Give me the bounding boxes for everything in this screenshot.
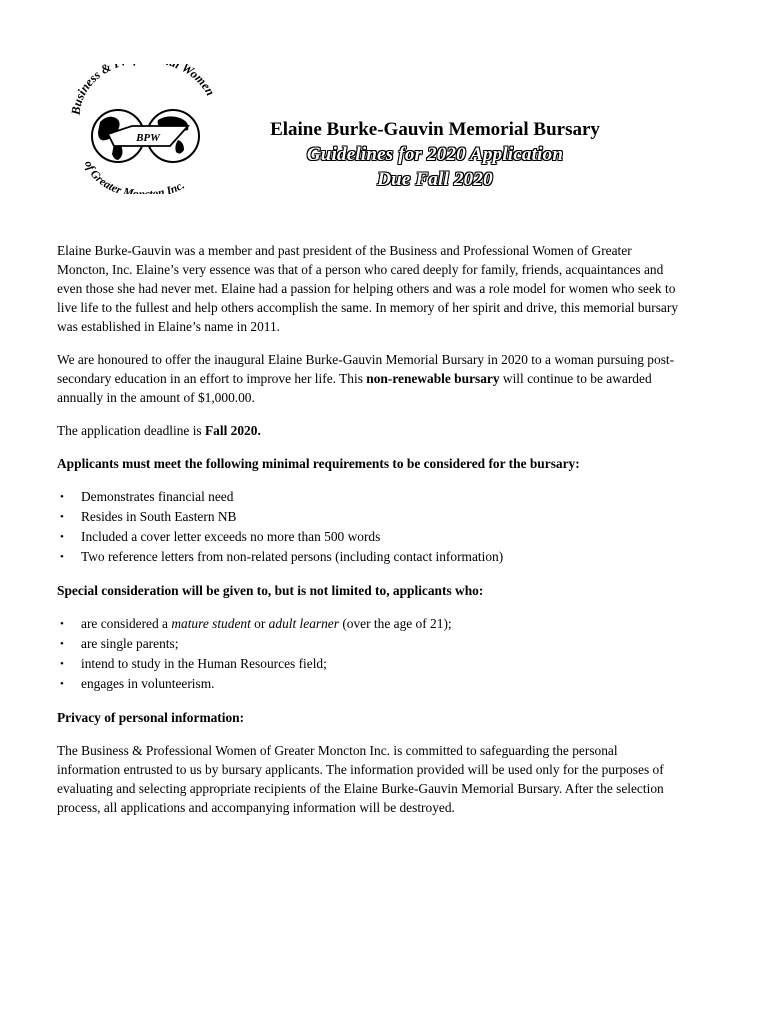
special-text: or: [250, 616, 269, 631]
bullet-icon: •: [60, 678, 64, 690]
list-item: [57, 527, 682, 547]
list-item: [57, 614, 682, 634]
requirements-heading: Applicants must meet the following minimal requirements to be considered for the bursary:: [57, 456, 580, 471]
bullet-icon: •: [60, 658, 64, 670]
deadline-value: Fall 2020.: [205, 423, 261, 438]
svg-text:of Greater Moncton Inc.: [82, 159, 187, 194]
requirement-text: Two reference letters from non-related persons (including contact information): [81, 549, 504, 564]
privacy-heading: Privacy of personal information:: [57, 710, 245, 725]
requirements-list: [57, 487, 682, 567]
list-item: [57, 654, 682, 674]
deadline-paragraph: [57, 421, 682, 440]
due-date-subtitle: Due Fall 2020: [377, 169, 493, 190]
privacy-paragraph: The Business & Professional Women of Greater Moncton Inc. is committed to safeguarding the personal information entrusted to us by bursary applicants. The information provided will be used only for the purposes of evaluating and selecting appropriate recipients of the Elaine Burke-Gauvin Memorial Bursary. After the selection process, all applications and accompanying information will be destroyed.: [57, 743, 664, 815]
bullet-icon: •: [60, 491, 64, 503]
document-body: [57, 241, 682, 831]
list-item: [57, 507, 682, 527]
bullet-icon: •: [60, 551, 64, 563]
non-renewable-text: non-renewable bursary: [366, 371, 500, 386]
list-item: [57, 634, 682, 654]
offer-paragraph: [57, 350, 682, 407]
list-item: [57, 487, 682, 507]
special-consideration-heading: Special consideration will be given to, but is not limited to, applicants who:: [57, 583, 484, 598]
logo-center-text: BPW: [136, 132, 160, 144]
requirement-text: Demonstrates financial need: [81, 489, 234, 504]
title-block: [200, 118, 670, 192]
logo-top-text: Business & l Women: [70, 64, 218, 116]
special-text: engages in volunteerism.: [81, 676, 215, 691]
special-text: intend to study in the Human Resources field;: [81, 656, 327, 671]
svg-text:Business & Professional Women: [70, 64, 218, 117]
list-item: [57, 674, 682, 694]
logo-bottom-text: of Greater M n Inc.: [81, 159, 187, 194]
guidelines-subtitle: Guidelines for 2020 Application: [306, 144, 564, 165]
bpw-logo: [70, 64, 220, 194]
special-text: are considered a: [81, 616, 172, 631]
bullet-icon: •: [60, 511, 64, 523]
special-consideration-list: [57, 614, 682, 694]
bullet-icon: •: [60, 618, 64, 630]
list-item: [57, 547, 682, 567]
deadline-text: The application deadline is: [57, 423, 205, 438]
bpw-logo-graphic: [70, 64, 220, 194]
offer-text-b: will continue to be awarded annually in the amount of $1,000.00.: [57, 371, 652, 405]
bullet-icon: •: [60, 531, 64, 543]
intro-paragraph: Elaine Burke-Gauvin was a member and past president of the Business and Professional Women of Greater Moncton, Inc. Elaine’s very essence was that of a person who cared deeply for family, friends, acquaintances and even those she had never met. Elaine had a passion for helping others and was a role model for women who seek to live life to the fullest and help others accomplish the same. In memory of her spirit and drive, this memorial bursary was established in Elaine’s name in 2011.: [57, 243, 679, 334]
special-text: are single parents;: [81, 636, 179, 651]
mature-student-text: mature student: [171, 616, 251, 631]
adult-learner-text: adult learner: [268, 616, 339, 631]
special-text: (over the age of 21);: [338, 616, 452, 631]
requirement-text: Included a cover letter exceeds no more than 500 words: [81, 529, 381, 544]
page-title: Elaine Burke-Gauvin Memorial Bursary: [270, 119, 600, 140]
offer-text-a: We are honoured to offer the inaugural Elaine Burke-Gauvin Memorial Bursary in 2020 to a woman pursuing post-secondary education in an effort to improve her life. This: [57, 352, 675, 386]
bullet-icon: •: [60, 638, 64, 650]
requirement-text: Resides in South Eastern NB: [81, 509, 237, 524]
